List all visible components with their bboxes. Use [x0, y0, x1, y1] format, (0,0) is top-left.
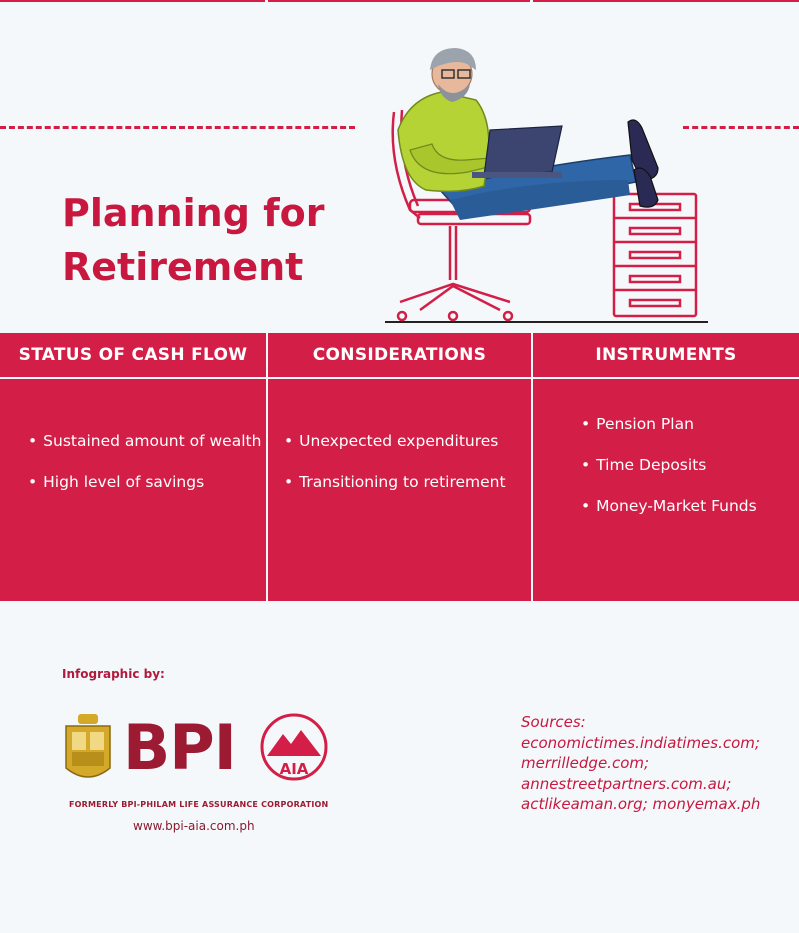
bpi-wordmark: BPI [123, 711, 236, 784]
item-list [28, 431, 261, 513]
dashed-line-left [0, 126, 355, 129]
column-considerations [268, 333, 533, 601]
list-item: • Money-Market Funds [581, 496, 757, 516]
list-item: • Unexpected expenditures [284, 431, 506, 451]
title-line-1: Planning for [62, 191, 325, 235]
list-item: • Sustained amount of wealth [28, 431, 261, 451]
retiree-illustration [380, 40, 710, 330]
sources-list [521, 712, 781, 815]
item-list [284, 431, 506, 513]
source-line: economictimes.indiatimes.com; [521, 733, 760, 752]
list-item: • High level of savings [28, 472, 261, 492]
column-status-of-cash-flow [0, 333, 268, 601]
info-band [0, 333, 799, 601]
item-list [581, 414, 757, 537]
list-item: • Pension Plan [581, 414, 757, 434]
source-line: merrilledge.com; [521, 754, 650, 772]
column-header: CONSIDERATIONS [268, 333, 531, 379]
column-instruments [533, 333, 799, 601]
sources-heading: Sources: [521, 713, 586, 731]
top-border [0, 0, 799, 2]
list-item: • Time Deposits [581, 455, 757, 475]
list-item: • Transitioning to retirement [284, 472, 506, 492]
column-header: STATUS OF CASH FLOW [0, 333, 266, 379]
source-line: annestreetpartners.com.au; [521, 774, 732, 793]
svg-text:AIA: AIA [279, 760, 309, 778]
bpi-crest-icon [62, 712, 114, 786]
column-header: INSTRUMENTS [533, 333, 799, 379]
title-line-2: Retirement [62, 245, 304, 289]
page-title [62, 186, 362, 294]
formerly-note: FORMERLY BPI-PHILAM LIFE ASSURANCE CORPORATION [69, 800, 329, 809]
aia-logo-icon [259, 712, 329, 784]
infographic-credit: Infographic by: [62, 667, 165, 681]
source-line: actlikeaman.org; monyemax.ph [521, 795, 761, 813]
website-link[interactable]: www.bpi-aia.com.ph [133, 819, 255, 833]
